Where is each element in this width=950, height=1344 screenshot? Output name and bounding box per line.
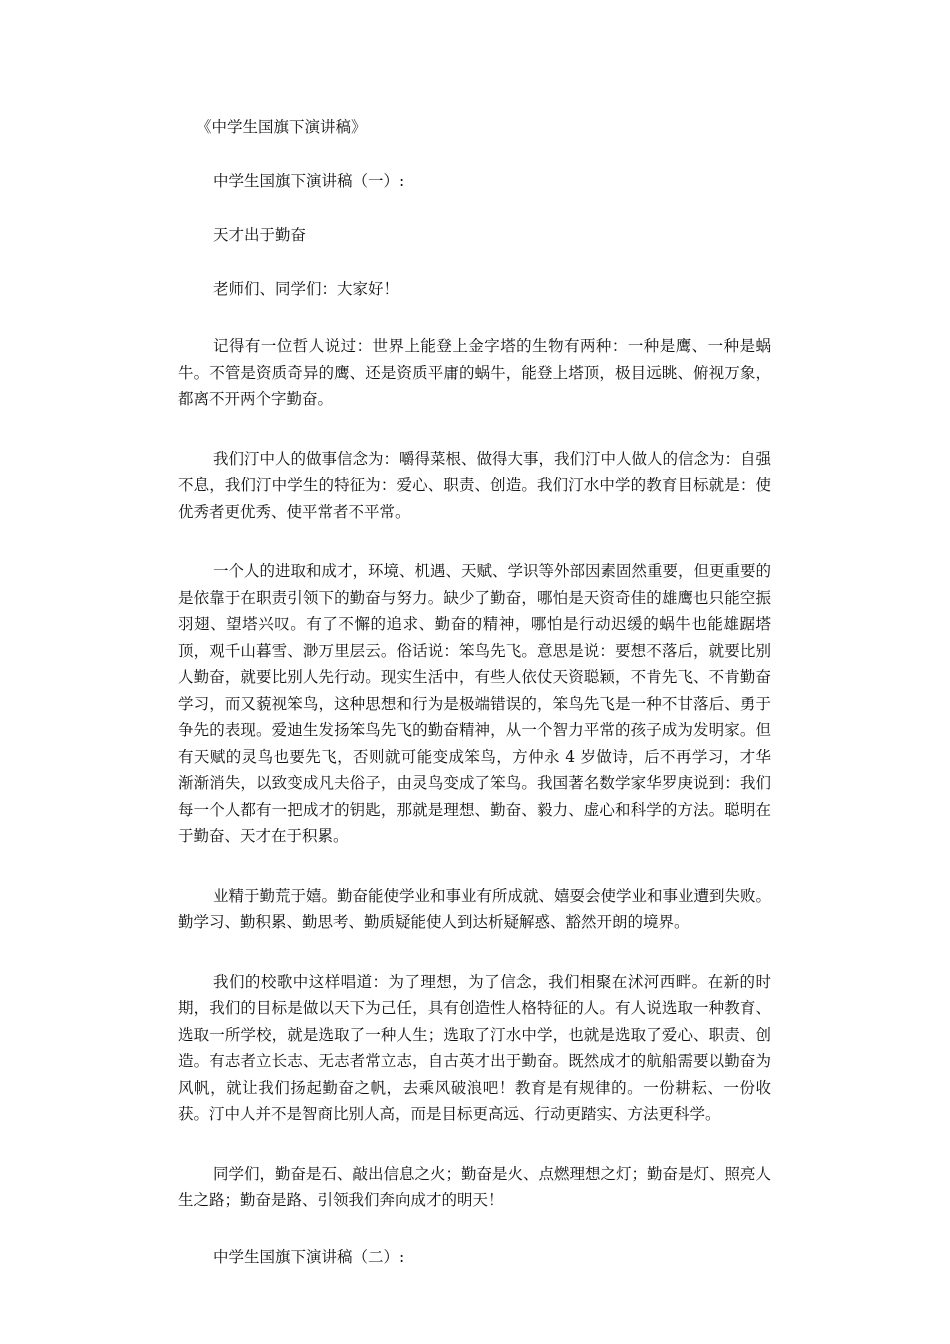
document-title: 《中学生国旗下演讲稿》	[196, 118, 367, 136]
paragraph: 我们的校歌中这样唱道：为了理想，为了信念，我们相聚在沭河西畔。在新的时期，我们的目标是做以天下为己任，具有创造性人格特征的人。有人说选取一种教育、选取一所学校，就是选取了一种人生；选取了汀水中学，也就是选取了爱心、职责、创造。有志者立长志、无志者常立志，自古英才出于勤奋。既然成才的航船需要以勤奋为风帆，就让我们扬起勤奋之帆，去乘风破浪吧！教育是有规律的。一份耕耘、一份收获。汀中人并不是智商比别人高，而是目标更高远、行动更踏实、方法更科学。	[178, 972, 771, 1123]
paragraph: 记得有一位哲人说过：世界上能登上金字塔的生物有两种：一种是鹰、一种是蜗牛。不管是资质奇异的鹰、还是资质平庸的蜗牛，能登上塔顶，极目远眺、俯视万象，都离不开两个字勤奋。	[178, 337, 771, 408]
section-heading-2: 中学生国旗下演讲稿（二）:	[213, 1247, 405, 1266]
section-heading-1: 中学生国旗下演讲稿（一）:	[213, 172, 405, 190]
document-page	[178, 117, 771, 1301]
speech-title: 天才出于勤奋	[213, 226, 307, 244]
paragraph: 同学们，勤奋是石、敲出信息之火；勤奋是火、点燃理想之灯；勤奋是灯、照亮人生之路；勤奋是路、引领我们奔向成才的明天！	[178, 1164, 772, 1209]
greeting: 老师们、同学们：大家好！	[213, 280, 400, 298]
paragraph: 一个人的进取和成才，环境、机遇、天赋、学识等外部因素固然重要，但更重要的是依靠于在职责引领下的勤奋与努力。缺少了勤奋，哪怕是天资奇佳的雄鹰也只能空振羽翅、望塔兴叹。有了不懈的追求、勤奋的精神，哪怕是行动迟缓的蜗牛也能雄踞塔顶，观千山暮雪、渺万里层云。俗话说：笨鸟先飞。意思是说：要想不落后，就要比别人勤奋，就要比别人先行动。现实生活中，有些人依仗天资聪颖，不肯先飞、不肯勤奋学习，而又藐视笨鸟，这种思想和行为是极端错误的，笨鸟先飞是一种不甘落后、勇于争先的表现。爱迪生发扬笨鸟先飞的勤奋精神，从一个智力平常的孩子成为发明家。但有天赋的灵鸟也要先飞，否则就可能变成笨鸟，方仲永 4 岁做诗，后不再学习，才华渐渐消失，以致变成凡夫俗子，由灵鸟变成了笨鸟。我国著名数学家华罗庚说到：我们每一个人都有一把成才的钥匙，那就是理想、勤奋、毅力、虚心和科学的方法。聪明在于勤奋、天才在于积累。	[178, 562, 772, 845]
paragraph: 业精于勤荒于嬉。勤奋能使学业和事业有所成就、嬉耍会使学业和事业遭到失败。勤学习、勤积累、勤思考、勤质疑能使人到达析疑解惑、豁然开朗的境界。	[178, 886, 772, 931]
paragraph: 我们汀中人的做事信念为：嚼得菜根、做得大事，我们汀中人做人的信念为：自强不息，我们汀中学生的特征为：爱心、职责、创造。我们汀水中学的教育目标就是：使优秀者更优秀、使平常者不平常。	[178, 449, 772, 521]
